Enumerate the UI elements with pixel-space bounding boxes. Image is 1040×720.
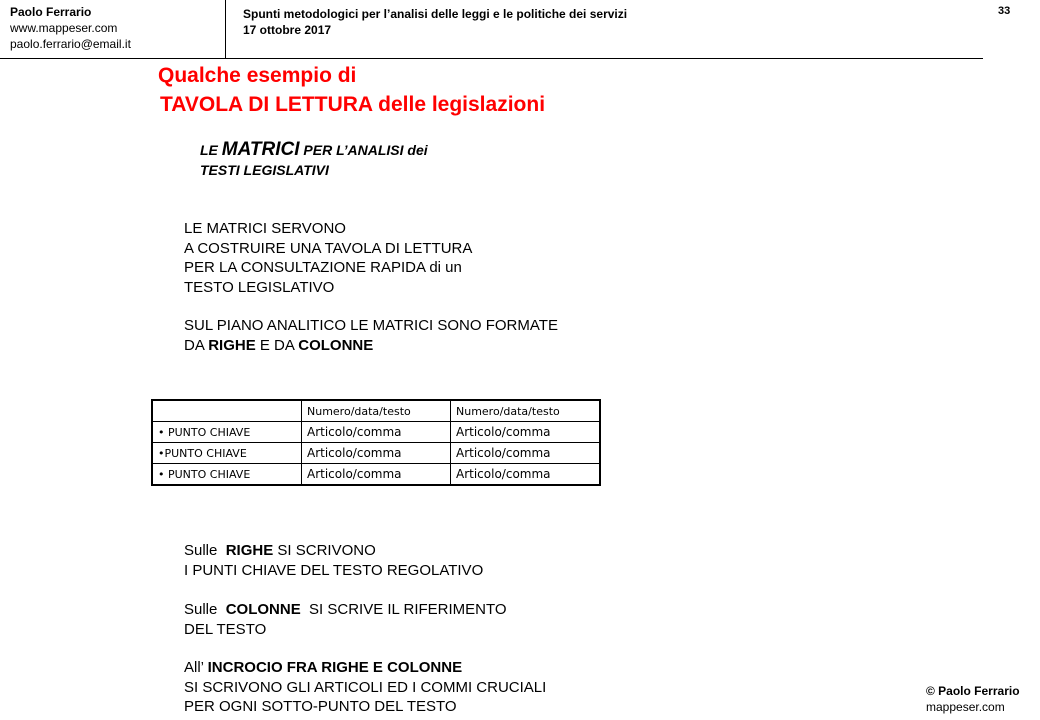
table-cell-key-point: • PUNTO CHIAVE bbox=[152, 464, 302, 486]
para4-colonne: COLONNE bbox=[225, 601, 301, 618]
matrix-table bbox=[151, 399, 601, 486]
table-cell: Articolo/comma bbox=[302, 443, 451, 464]
para1-line: LE MATRICI SERVONO bbox=[184, 220, 346, 237]
paragraph-matrici-purpose bbox=[184, 219, 472, 297]
para2-line2 bbox=[184, 336, 558, 356]
footer-credit bbox=[926, 683, 1020, 715]
matrici-heading-line1 bbox=[200, 140, 428, 160]
para5-line2: SI SCRIVONO GLI ARTICOLI ED I COMMI CRUCIALI bbox=[184, 678, 547, 696]
para3-line2: I PUNTI CHIAVE DEL TESTO REGOLATIVO bbox=[184, 561, 484, 579]
table-cell: Articolo/comma bbox=[302, 464, 451, 486]
table-header-cell: Numero/data/testo bbox=[451, 400, 601, 422]
para3-righe: RIGHE bbox=[225, 542, 274, 559]
para1-line: A COSTRUIRE UNA TAVOLA DI LETTURA bbox=[184, 239, 473, 257]
para4-line1 bbox=[184, 600, 507, 620]
footer-copyright: © Paolo Ferrario bbox=[926, 684, 1020, 698]
para2-e-da: E DA bbox=[255, 336, 299, 354]
table-cell: Articolo/comma bbox=[302, 422, 451, 443]
course-date: 17 ottobre 2017 bbox=[243, 23, 332, 37]
table-row bbox=[152, 464, 600, 486]
table-header-cell bbox=[152, 400, 302, 422]
footer-site[interactable]: mappeser.com bbox=[926, 700, 1005, 714]
matrici-heading bbox=[200, 140, 428, 180]
para2-line1: SUL PIANO ANALITICO LE MATRICI SONO FORMATE bbox=[184, 317, 558, 334]
matrici-heading-matrici: MATRICI bbox=[221, 139, 300, 160]
table-cell-key-point: •PUNTO CHIAVE bbox=[152, 443, 302, 464]
header-horizontal-divider bbox=[0, 58, 983, 59]
matrici-heading-line2: TESTI LEGISLATIVI bbox=[200, 162, 329, 178]
para5-incrocio: INCROCIO FRA RIGHE E COLONNE bbox=[207, 659, 463, 676]
slide-title-line1: Qualche esempio di bbox=[158, 64, 357, 87]
paragraph-righe bbox=[184, 541, 483, 580]
para3-sulle: Sulle bbox=[184, 542, 226, 559]
table-header-row bbox=[152, 400, 600, 422]
para2-righe: RIGHE bbox=[208, 336, 256, 354]
page-number: 33 bbox=[998, 5, 1011, 17]
para4-rest: SI SCRIVE IL RIFERIMENTO bbox=[300, 601, 507, 618]
para2-da: DA bbox=[184, 336, 209, 354]
para2-colonne: COLONNE bbox=[298, 336, 374, 354]
para1-line: PER LA CONSULTAZIONE RAPIDA di un bbox=[184, 259, 462, 276]
matrici-heading-le: LE bbox=[200, 142, 222, 158]
table-cell: Articolo/comma bbox=[451, 422, 601, 443]
table-row bbox=[152, 443, 600, 464]
matrici-heading-rest: PER L’ANALISI dei bbox=[299, 142, 428, 158]
author-name: Paolo Ferrario bbox=[10, 5, 92, 19]
para5-line1 bbox=[184, 658, 546, 678]
author-website[interactable]: www.mappeser.com bbox=[10, 21, 118, 35]
paragraph-incrocio bbox=[184, 658, 546, 717]
header-course-block bbox=[243, 6, 627, 38]
para5-line3: PER OGNI SOTTO-PUNTO DEL TESTO bbox=[184, 698, 457, 715]
para4-sulle: Sulle bbox=[184, 601, 226, 618]
para4-line2: DEL TESTO bbox=[184, 620, 267, 638]
course-title: Spunti metodologici per l’analisi delle leggi e le politiche dei servizi bbox=[243, 7, 628, 21]
table-header-cell: Numero/data/testo bbox=[302, 400, 451, 422]
para3-rest: SI SCRIVONO bbox=[273, 542, 376, 559]
table-cell: Articolo/comma bbox=[451, 443, 601, 464]
paragraph-matrici-structure bbox=[184, 316, 558, 355]
para5-all: All’ bbox=[184, 659, 208, 676]
author-email[interactable]: paolo.ferrario@email.it bbox=[10, 37, 131, 51]
slide-title-line2: TAVOLA DI LETTURA delle legislazioni bbox=[160, 93, 546, 116]
table-cell: Articolo/comma bbox=[451, 464, 601, 486]
header-vertical-divider bbox=[225, 0, 226, 58]
table-cell-key-point: • PUNTO CHIAVE bbox=[152, 422, 302, 443]
table-row bbox=[152, 422, 600, 443]
para1-line: TESTO LEGISLATIVO bbox=[184, 278, 335, 296]
para3-line1 bbox=[184, 541, 483, 561]
header-author-block bbox=[10, 4, 131, 52]
paragraph-colonne bbox=[184, 600, 507, 639]
